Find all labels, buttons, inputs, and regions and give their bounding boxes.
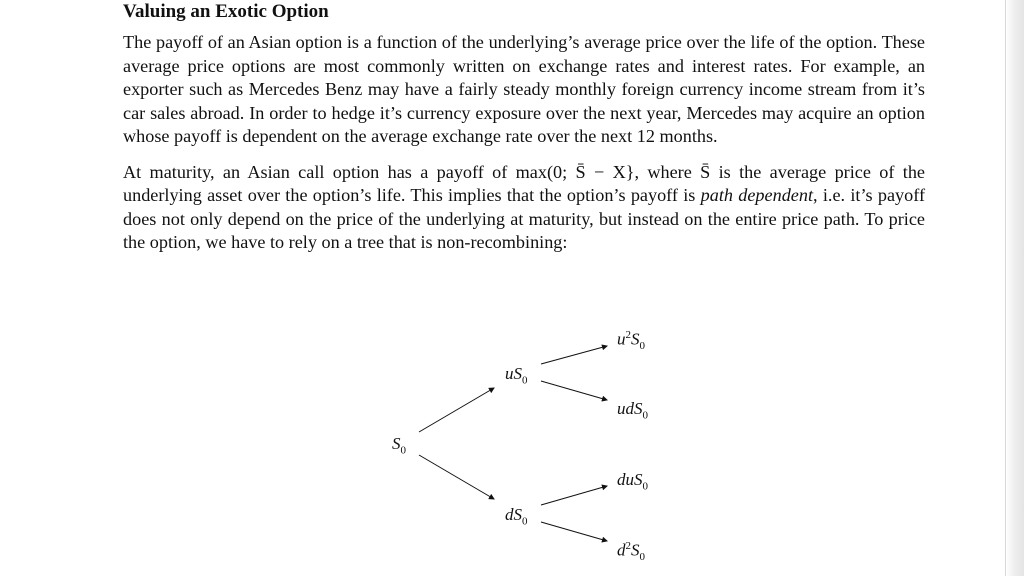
paragraph-text-part2: , i.e. it’s payoff does not only depend on the price of the underlying at maturity, but instead on the entire price path. To price the option, we have to rely on a tree that is non-recombining: [123,185,925,252]
path-dependent-emphasis: path dependent [700,185,814,205]
paragraph-asian-option-intro: The payoff of an Asian option is a function of the underlying’s average price over the life of the option. These average price options are most commonly written on exchange rates and interest rates. For example, an exporter such as Mercedes Benz may have a fairly steady monthly foreign currency income stream from it’s car sales abroad. In order to hedge it’s currency exposure over the next year, Mercedes may acquire an option whose payoff is dependent on the average exchange rate over the next 12 months. [123,32,925,146]
edge-up-to-uu [541,346,607,364]
tree-node-dd: $d^2S_0$ [617,540,645,564]
edge-down-to-dd [541,522,607,541]
edge-root-to-up [419,388,494,432]
tree-node-uu: $u^2S_0$ [617,329,645,353]
edge-root-to-down [419,455,494,499]
tree-node-up: $uS_0$ [505,364,528,387]
page-edge-shadow [1005,0,1024,576]
paragraph-text-part1: At maturity, an Asian call option has a payoff of max(0; S̄ − X}, where S̄ is the average price of the underlying asset over the option’s life. This implies that the option’s payoff is [123,161,925,205]
section-title: Valuing an Exotic Option [123,1,329,22]
tree-node-du: duS$_0$ [617,470,648,493]
edge-down-to-du [541,486,607,505]
tree-node-down: $dS_0$ [505,505,528,528]
edge-up-to-ud [541,381,607,400]
tree-node-ud: udS$_0$ [617,399,648,422]
tree-node-root: $S_0$ [392,434,406,457]
document-page [123,0,925,255]
paragraph-path-dependence [123,161,925,255]
